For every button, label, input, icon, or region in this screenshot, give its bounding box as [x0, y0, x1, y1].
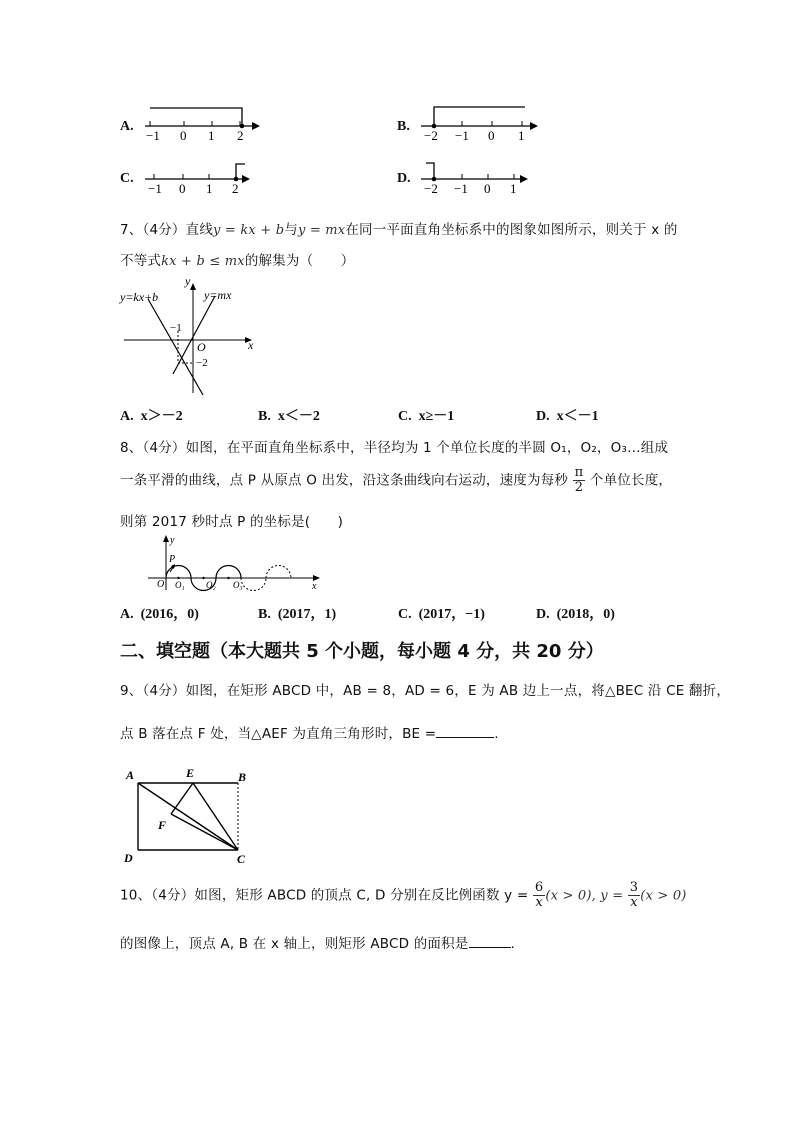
- q7-fig-label-kxb: y=kx+b: [120, 290, 159, 304]
- q9-fig-d: D: [124, 851, 133, 865]
- q7-fig-axis-x: x: [248, 338, 254, 352]
- svg-text:1: 1: [518, 128, 525, 143]
- q8-options: [120, 603, 640, 623]
- svg-text:2: 2: [237, 128, 244, 143]
- q8-fig-o1: O₁: [175, 580, 185, 590]
- q7-eq2: y = mx: [297, 223, 346, 238]
- svg-text:−2: −2: [424, 128, 438, 143]
- q6-option-b-label: B.: [397, 119, 410, 134]
- q7-option-b: B. x＜－2: [258, 409, 320, 424]
- svg-text:0: 0: [488, 128, 495, 143]
- q8-line2: 一条平滑的曲线，点 P 从原点 O 出发，沿这条曲线向右运动，速度为每秒 $\frac{\pi}{2}$ 个单位长度，: [120, 465, 673, 495]
- svg-text:−1: −1: [455, 128, 469, 143]
- q8-option-d: D. (2018，0): [536, 607, 615, 622]
- q8-fig-axis-y: y: [170, 535, 175, 546]
- q6-option-c-numberline: [142, 157, 254, 197]
- q7-option-d: D. x＜－1: [536, 409, 599, 424]
- q10-fraction-3-over-x: $\frac{3}{x}$: [629, 880, 639, 910]
- q9-answer-blank[interactable]: [436, 725, 494, 738]
- q7-option-a: A. x＞－2: [120, 409, 183, 424]
- q8-fig-o3: O₃: [233, 580, 243, 590]
- q10-fraction-6-over-x: $\frac{6}{x}$: [534, 880, 544, 910]
- q7-option-c: C. x≥－1: [398, 409, 455, 424]
- q9-fig-e: E: [186, 766, 195, 780]
- q8-figure: [144, 532, 329, 594]
- q6-option-d-numberline: [418, 155, 532, 197]
- q8-line3: 则第 2017 秒时点 P 的坐标是( ): [120, 514, 344, 530]
- svg-text:1: 1: [208, 128, 215, 143]
- section-heading: 二、填空题（本大题共 5 个小题，每小题 4 分，共 20 分）: [120, 641, 604, 662]
- q10-line2: 的图像上，顶点 A, B 在 x 轴上，则矩形 ABCD 的面积是 .: [120, 936, 515, 952]
- q9-line1: 9、（4分）如图，在矩形 ABCD 中，AB = 8，AD = 6，E 为 AB 边上一点，将△BEC 沿 CE 翻折，: [120, 683, 731, 699]
- q6-option-a-numberline: [142, 103, 262, 143]
- svg-text:−1: −1: [148, 181, 162, 196]
- svg-text:−1: −1: [146, 128, 160, 143]
- q7-fig-tick-x: −1: [170, 322, 182, 334]
- q9-line2: 点 B 落在点 F 处，当△AEF 为直角三角形时，BE = .: [120, 726, 499, 742]
- svg-text:0: 0: [180, 128, 187, 143]
- q8-fig-origin: O: [157, 579, 165, 590]
- q9-fig-a: A: [126, 768, 135, 782]
- svg-text:−2: −2: [424, 181, 438, 196]
- svg-text:2: 2: [232, 181, 239, 196]
- svg-text:1: 1: [510, 181, 517, 196]
- q8-fig-o2: O₂: [206, 580, 216, 590]
- q7-fig-tick-y: −2: [196, 357, 208, 369]
- q8-option-c: C. (2017，−1): [398, 607, 485, 622]
- q8-fig-axis-x: x: [312, 581, 317, 592]
- q7-figure: [118, 275, 263, 397]
- q6-options: [0, 95, 794, 205]
- q10-line1: 10、（4分）如图，矩形 ABCD 的顶点 C, D 分别在反比例函数 y = $\frac{6}{x}$ (x > 0), y = $\frac{3}{x}$ (x > 0): [120, 880, 687, 910]
- q9-figure: [118, 765, 258, 867]
- q9-fig-f: F: [158, 818, 167, 832]
- q8-option-b: B. (2017，1): [258, 607, 337, 622]
- q8-fig-point-p: P: [169, 554, 176, 565]
- q7-fig-axis-y: y: [185, 275, 191, 288]
- q7-fig-label-mx: y=mx: [204, 288, 232, 302]
- q9-fig-c: C: [237, 852, 246, 866]
- q7-inequality: kx + b ≤ mx: [161, 254, 245, 269]
- q7-options: [120, 405, 620, 425]
- q6-option-b-numberline: [418, 101, 540, 143]
- q6-option-d-label: D.: [397, 171, 411, 186]
- q8-line1: 8、（4分）如图，在平面直角坐标系中，半径均为 1 个单位长度的半圆 O₁，O₂，O₃…组成: [120, 440, 669, 456]
- svg-text:−1: −1: [454, 181, 468, 196]
- svg-text:0: 0: [179, 181, 186, 196]
- q10-answer-blank[interactable]: [469, 935, 511, 948]
- svg-text:0: 0: [484, 181, 491, 196]
- q8-option-a: A. (2016，0): [120, 607, 199, 622]
- q7-line1: 7、（4分）直线y = kx + b与y = mx在同一平面直角坐标系中的图象如图所示，则关于 x 的: [120, 222, 678, 238]
- q7-eq1: y = kx + b: [213, 223, 285, 238]
- q7-line2: 不等式kx + b ≤ mx的解集为（ ）: [120, 253, 355, 269]
- q8-speed-fraction: $\frac{\pi}{2}$: [574, 465, 584, 495]
- q6-option-c-label: C.: [120, 171, 134, 186]
- q7-fig-origin: O: [197, 340, 206, 354]
- q6-option-a-label: A.: [120, 119, 134, 134]
- q9-fig-b: B: [238, 770, 247, 784]
- svg-text:1: 1: [206, 181, 213, 196]
